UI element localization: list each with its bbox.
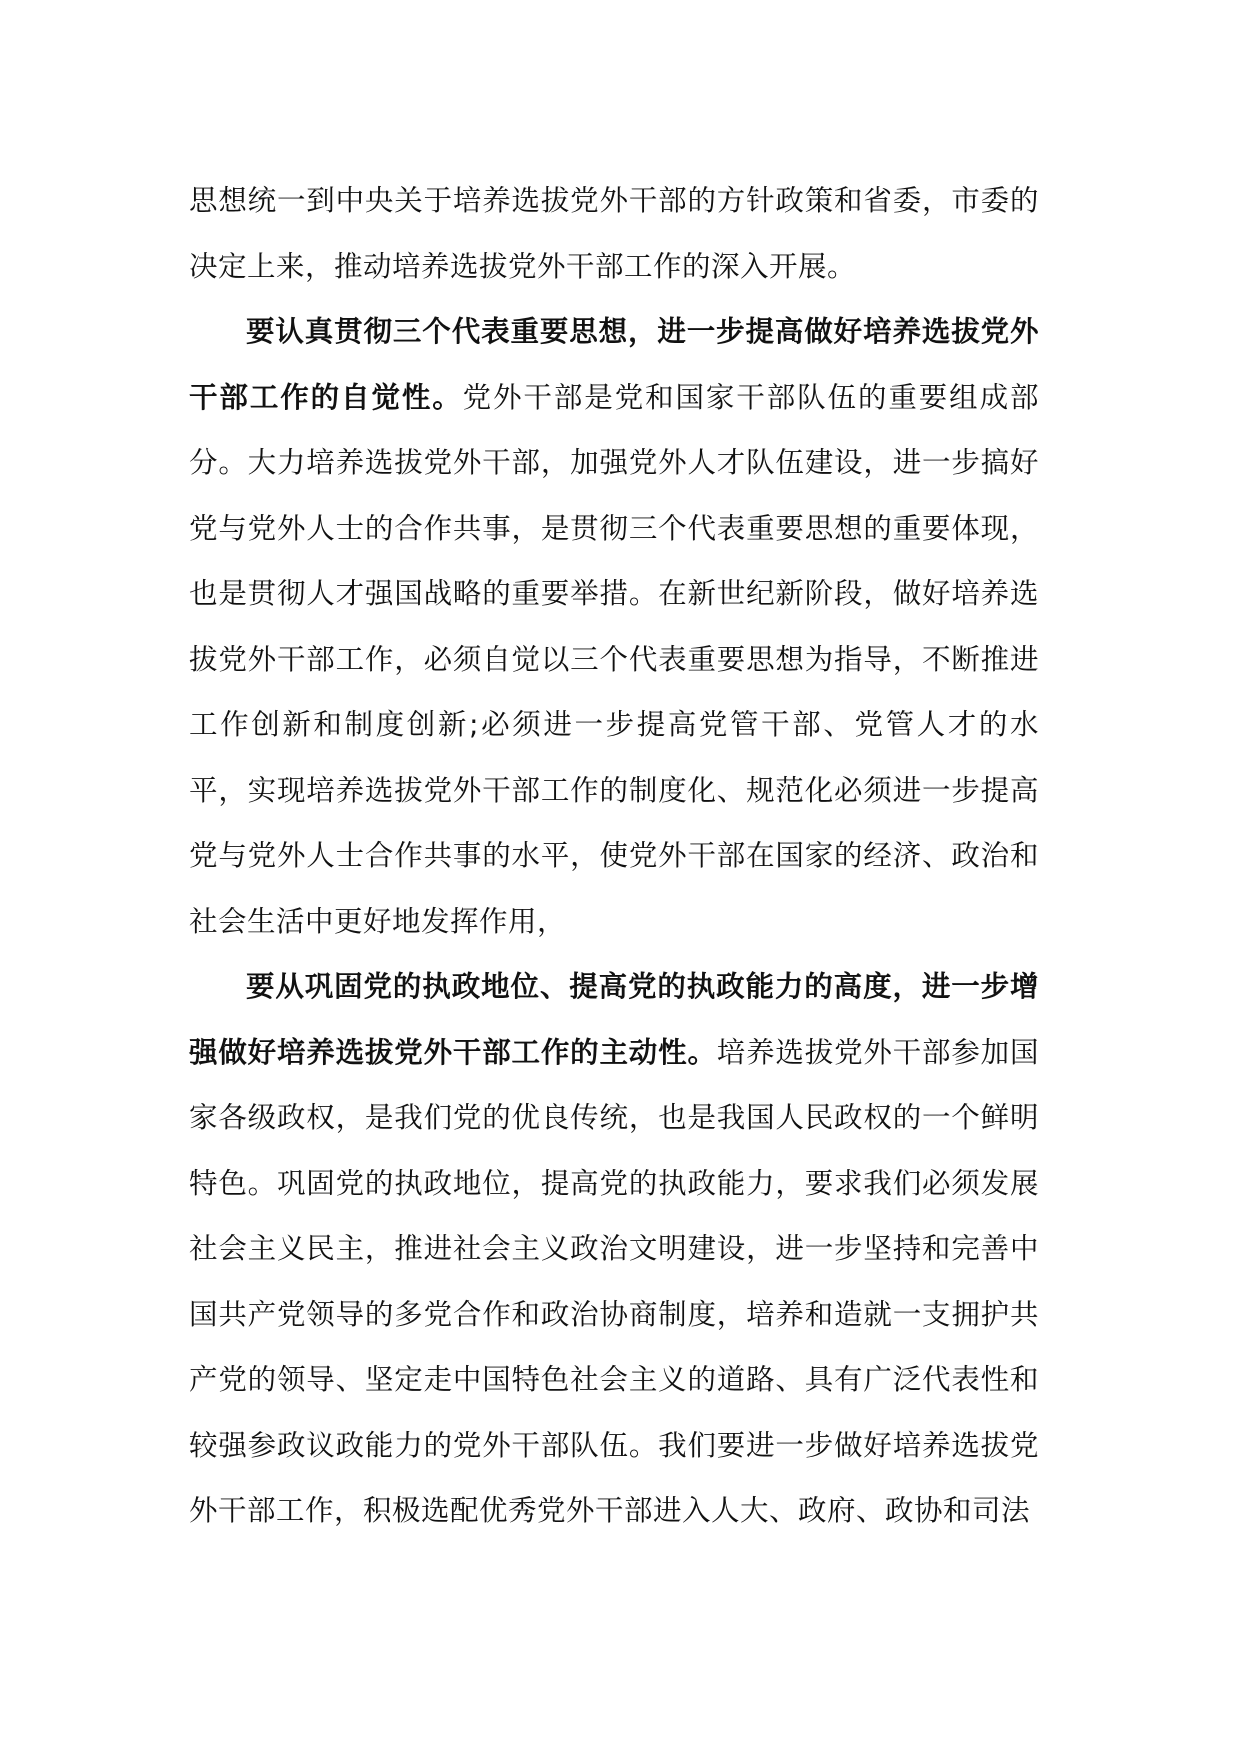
document-body — [189, 168, 1039, 1544]
paragraph-3 — [189, 954, 1039, 1544]
paragraph-2-text: 党外干部是党和国家干部队伍的重要组成部分。大力培养选拔党外干部，加强党外人才队伍建设，进一步搞好党与党外人士的合作共事，是贯彻三个代表重要思想的重要体现，也是贯彻人才强国战略的重要举措。在新世纪新阶段，做好培养选拔党外干部工作，必须自觉以三个代表重要思想为指导，不断推进工作创新和制度创新;必须进一步提高党管干部、党管人才的水平，实现培养选拔党外干部工作的制度化、规范化必须进一步提高党与党外人士合作共事的水平，使党外干部在国家的经济、政治和社会生活中更好地发挥作用， — [189, 380, 1039, 938]
paragraph-1 — [189, 168, 1039, 299]
paragraph-1-text: 思想统一到中央关于培养选拔党外干部的方针政策和省委，市委的决定上来，推动培养选拔党外干部工作的深入开展。 — [189, 184, 1039, 283]
paragraph-3-heading: 要从巩固党的执政地位、提高党的执政能力的高度，进一步增强做好培养选拔党外干部工作的主动性。 — [189, 970, 1039, 1069]
paragraph-2-heading: 要认真贯彻三个代表重要思想，进一步提高做好培养选拔党外干部工作的自觉性。 — [189, 315, 1039, 414]
paragraph-3-text: 培养选拔党外干部参加国家各级政权，是我们党的优良传统，也是我国人民政权的一个鲜明特色。巩固党的执政地位，提高党的执政能力，要求我们必须发展社会主义民主，推进社会主义政治文明建设，进一步坚持和完善中国共产党领导的多党合作和政治协商制度，培养和造就一支拥护共产党的领导、坚定走中国特色社会主义的道路、具有广泛代表性和较强参政议政能力的党外干部队伍。我们要进一步做好培养选拔党外干部工作，积极选配优秀党外干部进入人大、政府、政协和司法 — [189, 1035, 1039, 1527]
paragraph-2 — [189, 299, 1039, 954]
